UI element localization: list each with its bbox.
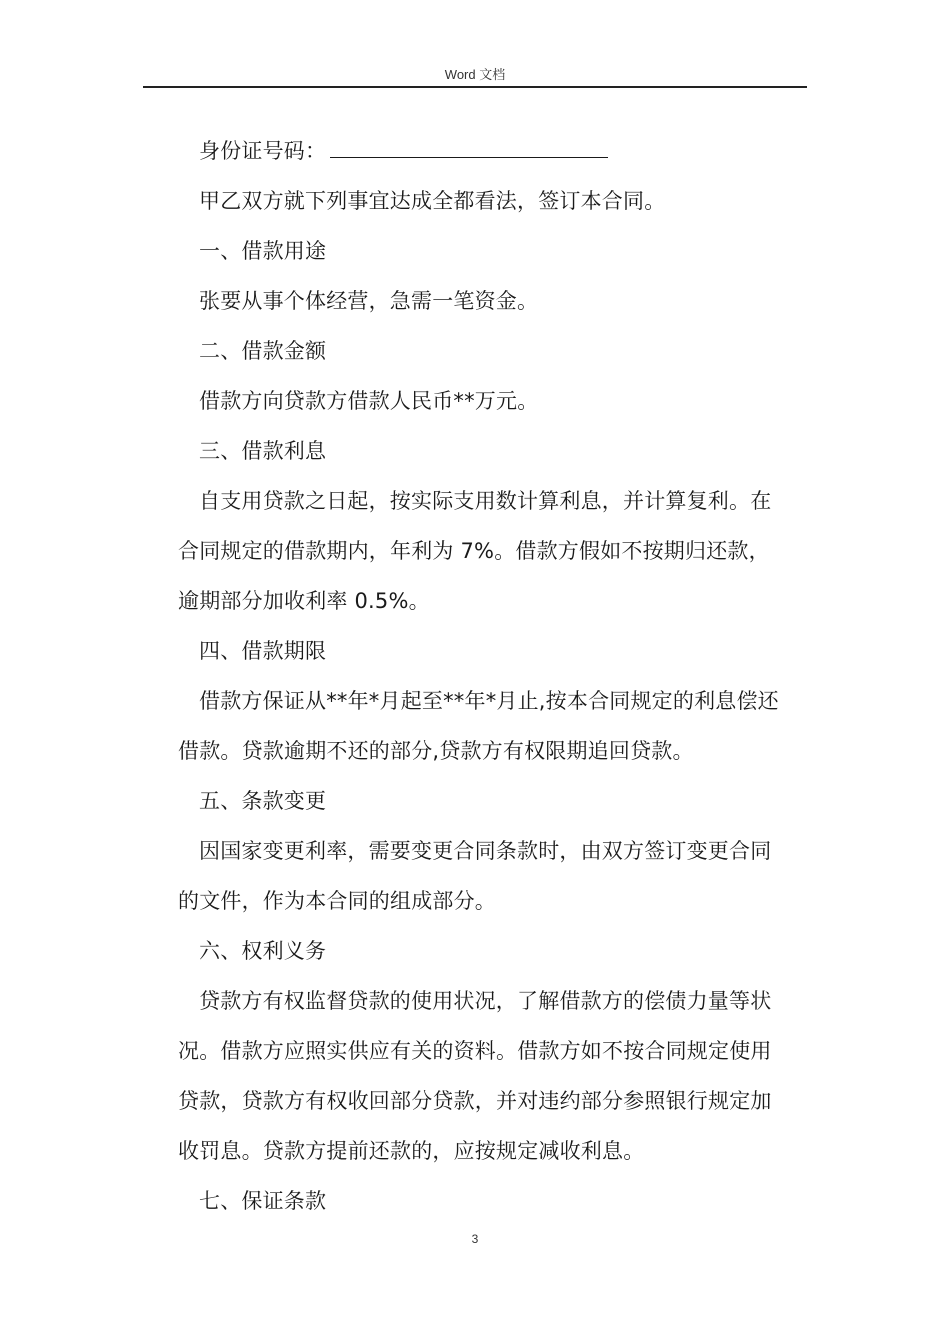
section-6-line-4: 收罚息。贷款方提前还款的，应按规定减收利息。 [178, 1139, 645, 1163]
header-divider [143, 86, 807, 88]
id-number-blank [330, 137, 608, 158]
section-1-text: 张要从事个体经营，急需一笔资金。 [199, 289, 539, 313]
section-3-heading: 三、借款利息 [199, 439, 327, 463]
intro-paragraph: 甲乙双方就下列事宜达成全都看法，签订本合同。 [199, 189, 666, 213]
section-4-heading: 四、借款期限 [199, 639, 327, 663]
id-number-label: 身份证号码： [199, 139, 327, 163]
section-4-line-1: 借款方保证从**年*月起至**年*月止,按本合同规定的利息偿还 [199, 689, 779, 713]
section-6-paragraph [178, 976, 808, 1176]
section-2-heading: 二、借款金额 [199, 339, 327, 363]
section-5-line-2: 的文件，作为本合同的组成部分。 [178, 889, 496, 913]
id-number-line [178, 126, 808, 176]
document-body [178, 126, 808, 1226]
section-4-line-2: 借款。贷款逾期不还的部分,贷款方有权限期追回贷款。 [178, 739, 694, 763]
section-6-line-3: 贷款，贷款方有权收回部分贷款，并对违约部分参照银行规定加 [178, 1089, 772, 1113]
section-3-line-1: 自支用贷款之日起，按实际支用数计算利息，并计算复利。在 [199, 489, 772, 513]
section-1-heading: 一、借款用途 [199, 239, 327, 263]
section-6-heading: 六、权利义务 [199, 939, 327, 963]
page-number: 3 [471, 1232, 479, 1246]
section-5-paragraph [178, 826, 808, 926]
section-3-line-2: 合同规定的借款期内，年利为 7%。借款方假如不按期归还款， [178, 539, 770, 563]
page-header-title: Word 文档 [444, 67, 506, 82]
section-7-heading: 七、保证条款 [199, 1189, 327, 1213]
section-5-line-1: 因国家变更利率，需要变更合同条款时，由双方签订变更合同 [199, 839, 772, 863]
section-3-line-3: 逾期部分加收利率 0.5%。 [178, 589, 430, 613]
section-6-line-1: 贷款方有权监督贷款的使用状况，了解借款方的偿债力量等状 [199, 989, 772, 1013]
section-5-heading: 五、条款变更 [199, 789, 327, 813]
section-6-line-2: 况。借款方应照实供应有关的资料。借款方如不按合同规定使用 [178, 1039, 772, 1063]
section-4-paragraph [178, 676, 808, 776]
section-2-text: 借款方向贷款方借款人民币**万元。 [199, 389, 539, 413]
section-3-paragraph [178, 476, 808, 626]
